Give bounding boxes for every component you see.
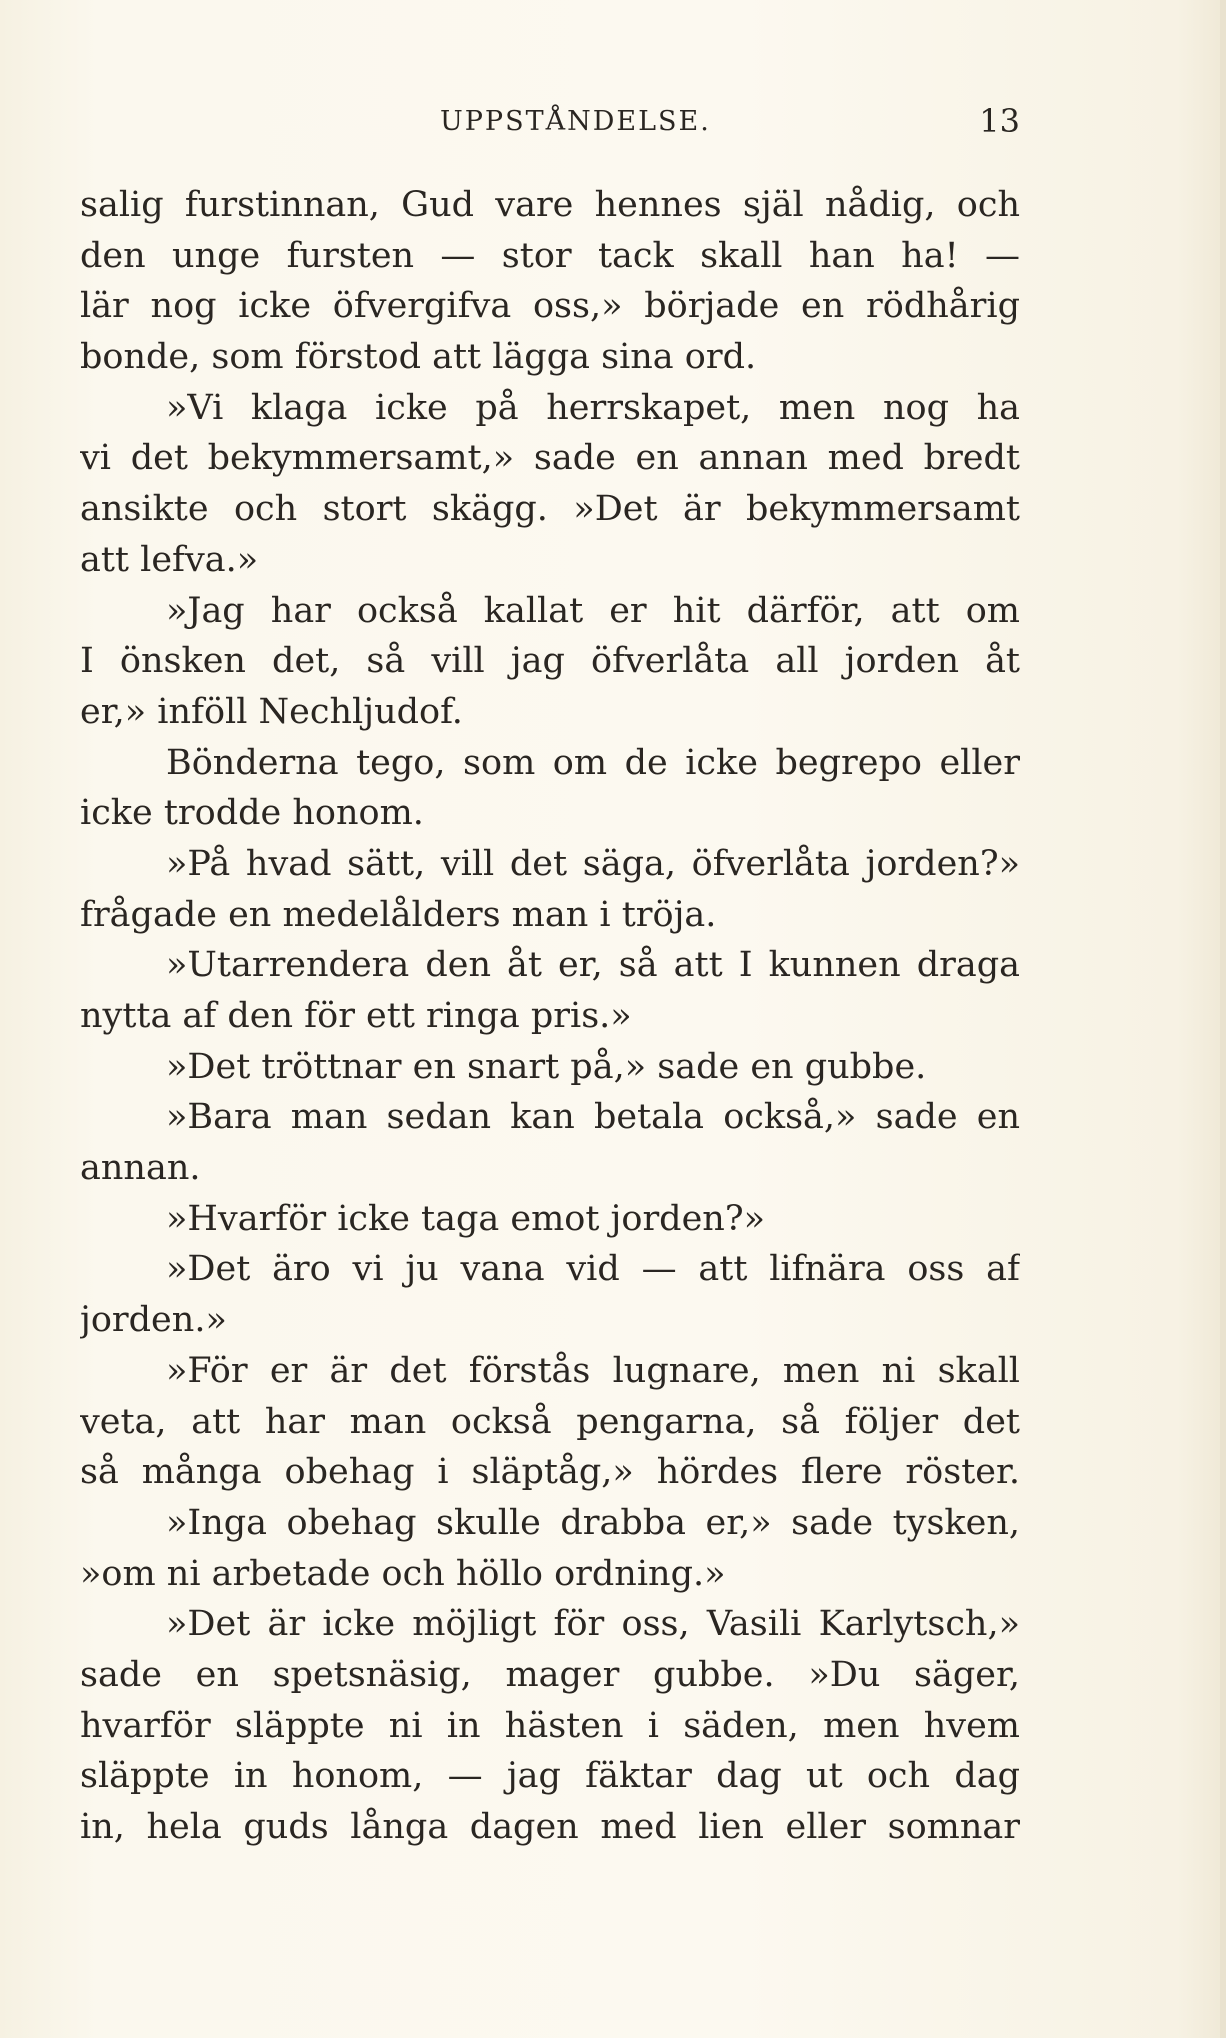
text-line: vi det bekymmersamt,» sade en annan med bredt — [80, 438, 1020, 479]
text-line: annan. — [80, 1148, 201, 1189]
page-edge — [1220, 0, 1226, 2038]
text-line: att lefva.» — [80, 539, 259, 580]
page-header — [80, 102, 1020, 142]
text-line: »Inga obehag skulle drabba er,» sade tysken, — [166, 1502, 1020, 1543]
text-line: så många obehag i släptåg,» hördes flere röster. — [80, 1452, 1020, 1493]
text-line: »Jag har också kallat er hit därför, att om — [166, 590, 1020, 631]
text-line: ansikte och stort skägg. »Det är bekymmersamt — [80, 489, 1020, 530]
running-head: UPPSTÅNDELSE. — [440, 106, 711, 137]
text-line: »Det äro vi ju vana vid — att lifnära oss af — [166, 1249, 1020, 1290]
text-line: bonde, som förstod att lägga sina ord. — [80, 337, 757, 378]
text-line: lär nog icke öfvergifva oss,» började en rödhårig — [80, 286, 1020, 327]
text-line: sade en spetsnäsig, mager gubbe. »Du säger, — [80, 1654, 1020, 1695]
text-line: »Hvarför icke taga emot jorden?» — [166, 1198, 766, 1239]
page-number: 13 — [979, 102, 1020, 140]
body-text — [80, 180, 1020, 1853]
text-line: hvarför släppte ni in hästen i säden, men hvem — [80, 1705, 1020, 1746]
text-line: jorden.» — [80, 1300, 227, 1341]
text-line: »Utarrendera den åt er, så att I kunnen draga — [166, 945, 1020, 986]
text-line: nytta af den för ett ringa pris.» — [80, 996, 632, 1036]
text-line: icke trodde honom. — [80, 793, 424, 834]
text-line: »Bara man sedan kan betala också,» sade en — [166, 1097, 1020, 1138]
text-line: I önsken det, så vill jag öfverlåta all jorden åt — [80, 641, 1020, 682]
text-line: »Det är icke möjligt för oss, Vasili Karlytsch,» — [166, 1604, 1020, 1645]
text-line: veta, att har man också pengarna, så följer det — [80, 1401, 1020, 1442]
text-line: »om ni arbetade och höllo ordning.» — [80, 1553, 726, 1594]
text-line: den unge fursten — stor tack skall han ha! — — [80, 235, 1020, 276]
text-line: er,» inföll Nechljudof. — [80, 691, 463, 732]
text-line: Bönderna tego, som om de icke begrepo eller — [166, 742, 1020, 783]
text-line: »Det tröttnar en snart på,» sade en gubbe. — [166, 1046, 927, 1087]
text-line: salig furstinnan, Gud vare hennes själ nådig, och — [80, 185, 1020, 225]
text-line: »På hvad sätt, vill det säga, öfverlåta jorden?» — [166, 843, 1020, 884]
text-line: in, hela guds långa dagen med lien eller somnar — [80, 1807, 1020, 1847]
text-line: släppte in honom, — jag fäktar dag ut och dag — [80, 1756, 1020, 1797]
text-line: frågade en medelålders man i tröja. — [80, 894, 717, 935]
text-line: »För er är det förstås lugnare, men ni skall — [166, 1350, 1020, 1391]
text-line: »Vi klaga icke på herrskapet, men nog ha — [166, 387, 1020, 428]
